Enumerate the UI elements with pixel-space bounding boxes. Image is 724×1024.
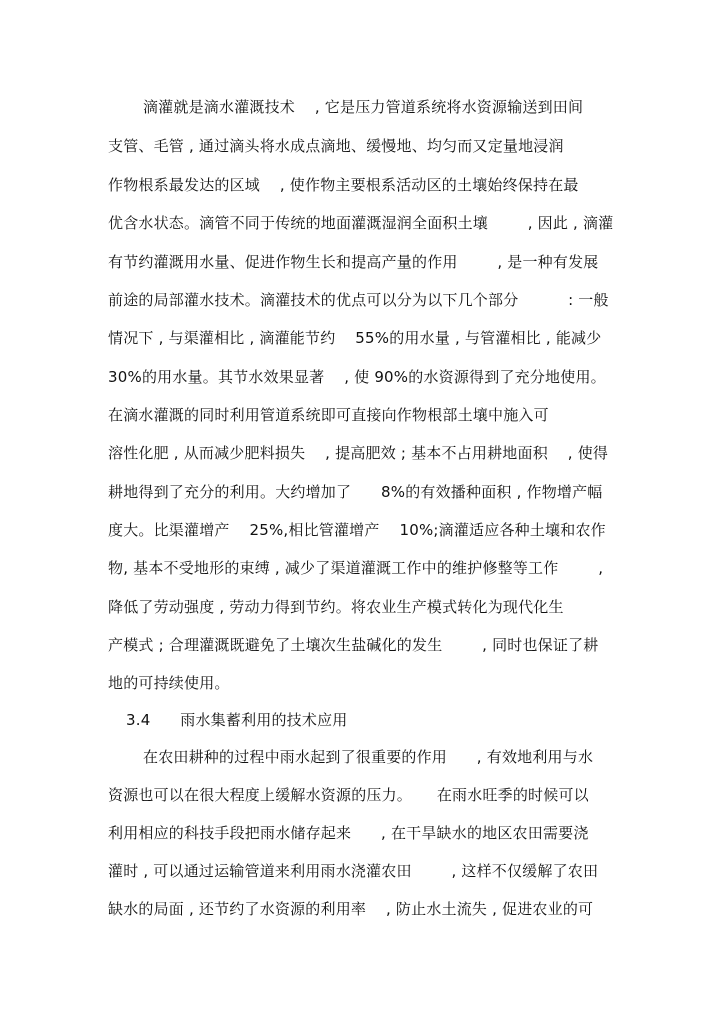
paragraph-line: 产模式 ; 合理灌溉既避免了土壤次生盐碱化的发生 , 同时也保证了耕: [108, 636, 599, 654]
paragraph-line: 有节约灌溉用水量、促进作物生长和提高产量的作用 , 是一种有发展: [108, 253, 599, 271]
paragraph-line: 度大。比渠灌增产 25%,相比管灌增产 10%;滴灌适应各种土壤和农作: [108, 521, 606, 539]
paragraph-line: 在农田耕种的过程中雨水起到了很重要的作用 , 有效地利用与水: [143, 748, 594, 766]
paragraph-line: 缺水的局面 , 还节约了水资源的利用率 , 防止水土流失 , 促进农业的可: [108, 900, 594, 918]
paragraph-line: 地的可持续使用。: [108, 674, 230, 692]
paragraph-line: 溶性化肥 , 从而减少肥料损失 , 提高肥效 ; 基本不占用耕地面积 , 使得: [108, 444, 609, 462]
paragraph-line: 作物根系最发达的区域 , 使作物主要根系活动区的土壤始终保持在最: [108, 176, 579, 194]
paragraph-line: 资源也可以在很大程度上缓解水资源的压力。 在雨水旺季的时候可以: [108, 786, 589, 804]
paragraph-line: 30%的用水量。其节水效果显著 , 使 90%的水资源得到了充分地使用。: [108, 368, 606, 386]
paragraph-line: 降低了劳动强度 , 劳动力得到节约。将农业生产模式转化为现代化生: [108, 598, 564, 616]
paragraph-line: 灌时 , 可以通过运输管道来利用雨水浇灌农田 , 这样不仅缓解了农田: [108, 862, 599, 880]
paragraph-line: 在滴水灌溉的同时利用管道系统即可直接向作物根部土壤中施入可: [108, 406, 549, 424]
paragraph-line: 利用相应的科技手段把雨水储存起来 , 在干旱缺水的地区农田需要浇: [108, 824, 589, 842]
paragraph-line: 耕地得到了充分的利用。大约增加了 8%的有效播种面积 , 作物增产幅: [108, 483, 603, 501]
paragraph-line: 优含水状态。滴管不同于传统的地面灌溉湿润全面积土壤 , 因此 , 滴灌: [108, 214, 614, 232]
paragraph-line: 物, 基本不受地形的束缚 , 减少了渠道灌溉工作中的维护修整等工作 ,: [108, 559, 604, 577]
section-heading: 3.4 雨水集蓄利用的技术应用: [126, 711, 348, 729]
paragraph-line: 情况下 , 与渠灌相比 , 滴灌能节约 55%的用水量 , 与管灌相比 , 能减少: [108, 329, 602, 347]
paragraph-line: 前途的局部灌水技术。滴灌技术的优点可以分为以下几个部分 : 一般: [108, 291, 609, 309]
paragraph-line: 支管、毛管 , 通过滴头将水成点滴地、缓慢地、均匀而又定量地浸润: [108, 137, 564, 155]
paragraph-line: 滴灌就是滴水灌溉技术 , 它是压力管道系统将水资源输送到田间: [143, 98, 584, 116]
